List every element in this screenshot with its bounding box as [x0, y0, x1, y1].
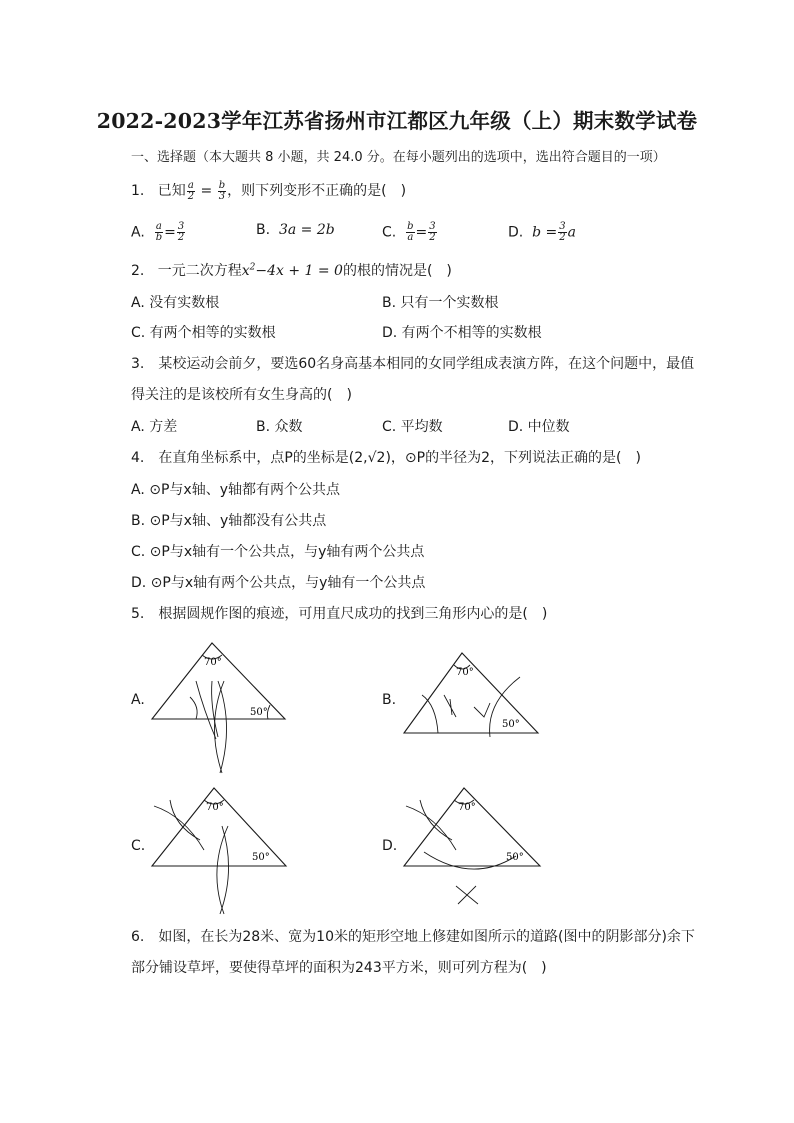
- question-3-line-1: 3. 某校运动会前夕，要选60名身高基本相同的女同学组成表演方阵，在这个问题中，最值: [131, 356, 695, 372]
- q3-option-a[interactable]: A. 方差: [131, 419, 178, 435]
- q5-b-angle-top: 70°: [456, 667, 474, 678]
- q5-option-c-label[interactable]: C.: [131, 838, 146, 854]
- q5-figure-b: [392, 645, 552, 765]
- question-1: 1. 已知 $\frac{a}{2}$ = $\frac{b}{3}$ ，则下列变形不正确的是( ): [131, 179, 407, 202]
- q2-option-a[interactable]: A. 没有实数根: [131, 295, 220, 311]
- q5-figure-d: [392, 780, 552, 910]
- q4-option-c[interactable]: C. ⊙P与x轴有一个公共点，与y轴有两个公共点: [131, 544, 425, 560]
- q4-option-b[interactable]: B. ⊙P与x轴、y轴都没有公共点: [131, 513, 327, 529]
- question-4: 4. 在直角坐标系中，点P的坐标是(2,√2)，⊙P的半径为2，下列说法正确的是( ): [131, 450, 641, 466]
- q2-option-c[interactable]: C. 有两个相等的实数根: [131, 325, 276, 341]
- q2-equation: $x^2-4x + 1 = 0$: [241, 262, 343, 279]
- q1-pre: 已知: [157, 183, 186, 199]
- q2-option-d[interactable]: D. 有两个不相等的实数根: [382, 325, 542, 341]
- q1-post: ，则下列变形不正确的是( ): [227, 183, 407, 199]
- q5-c-angle-top: 70°: [206, 802, 224, 813]
- question-6-line-2: 部分铺设草坪，要使得草坪的面积为243平方米，则可列方程为( ): [131, 960, 547, 976]
- q5-option-d-label[interactable]: D.: [382, 838, 398, 854]
- q5-d-angle-top: 70°: [458, 802, 476, 813]
- q2-option-b[interactable]: B. 只有一个实数根: [382, 295, 499, 311]
- q1-number: 1.: [131, 183, 145, 199]
- q1-frac-a2: $\frac{a}{2}$: [187, 179, 195, 202]
- q1-option-d[interactable]: D. b = $\frac{3}{2}$ a: [508, 221, 577, 243]
- q5-figure-c: [140, 780, 300, 920]
- q5-figure-a: [140, 635, 300, 775]
- q5-d-angle-right: 50°: [506, 852, 524, 863]
- q3-option-d[interactable]: D. 中位数: [508, 419, 570, 435]
- q3-option-c[interactable]: C. 平均数: [382, 419, 443, 435]
- q5-c-angle-right: 50°: [252, 852, 270, 863]
- q3-option-b[interactable]: B. 众数: [256, 419, 303, 435]
- q5-option-a-label[interactable]: A.: [131, 692, 145, 708]
- q5-a-angle-top: 70°: [204, 657, 222, 668]
- q4-option-d[interactable]: D. ⊙P与x轴有两个公共点，与y轴有一个公共点: [131, 575, 426, 591]
- question-3-line-2: 得关注的是该校所有女生身高的( ): [131, 387, 352, 403]
- q1-option-a[interactable]: A. $\frac{a}{b}$ = $\frac{3}{2}$: [131, 221, 185, 243]
- q4-option-a[interactable]: A. ⊙P与x轴、y轴都有两个公共点: [131, 482, 340, 498]
- q1-option-c[interactable]: C. $\frac{b}{a}$ = $\frac{3}{2}$: [382, 221, 436, 243]
- q1-option-b[interactable]: B. 3a = 2b: [256, 222, 335, 238]
- q5-b-angle-right: 50°: [502, 719, 520, 730]
- q5-option-b-label[interactable]: B.: [382, 692, 397, 708]
- question-2: 2. 一元二次方程$x^2-4x + 1 = 0$的根的情况是( ): [131, 262, 452, 279]
- question-5: 5. 根据圆规作图的痕迹，可用直尺成功的找到三角形内心的是( ): [131, 606, 548, 622]
- page-title: 2022-2023学年江苏省扬州市江都区九年级（上）期末数学试卷: [96, 109, 698, 133]
- q5-a-angle-right: 50°: [250, 707, 268, 718]
- question-6-line-1: 6. 如图，在长为28米、宽为10米的矩形空地上修建如图所示的道路(图中的阴影部分)余下: [131, 929, 695, 945]
- q1-frac-b3: $\frac{b}{3}$: [218, 179, 226, 202]
- section-heading: 一、选择题（本大题共 8 小题，共 24.0 分。在每小题列出的选项中，选出符合题目的一项）: [131, 150, 666, 165]
